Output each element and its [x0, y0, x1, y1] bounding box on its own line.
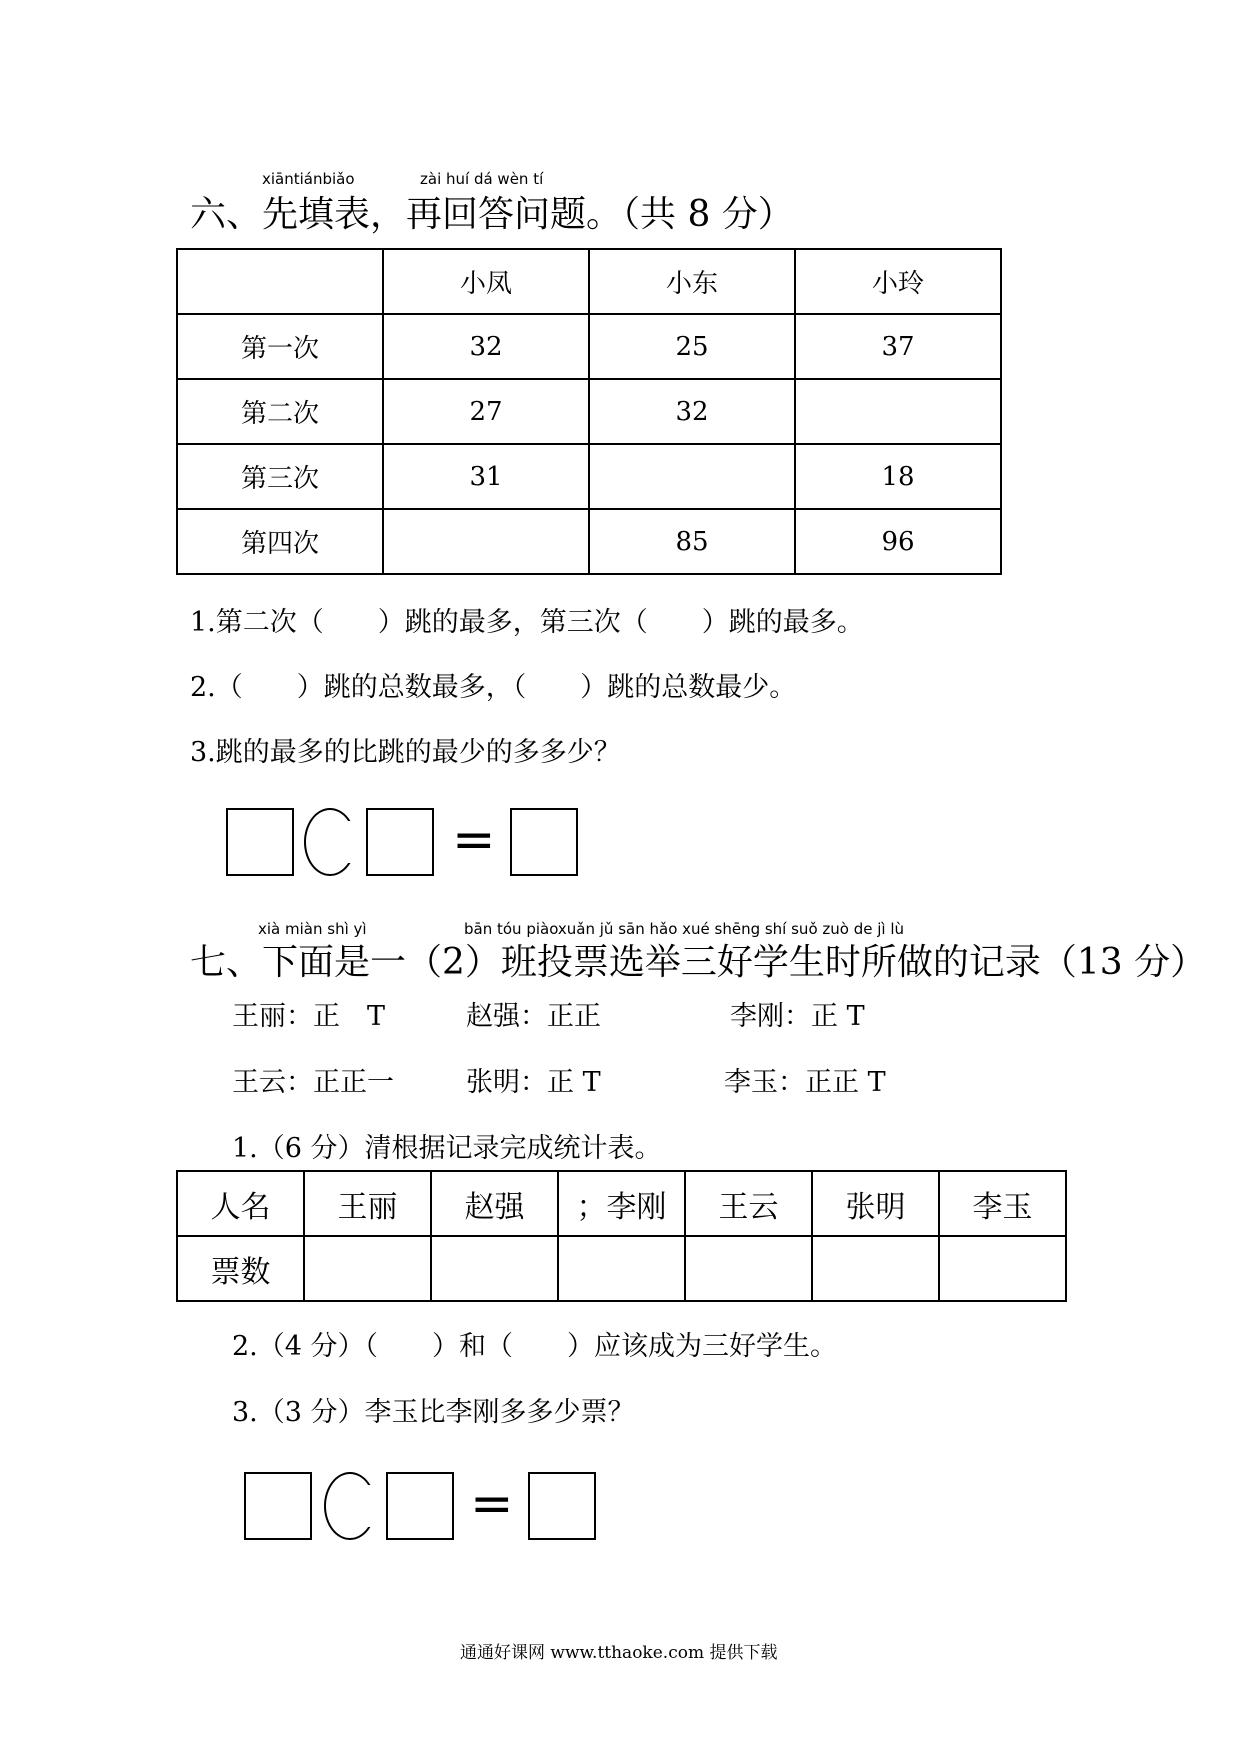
row-label: 第一次 [177, 314, 383, 379]
table-cell-blank[interactable] [589, 444, 795, 509]
question-7-3: 3.（3 分）李玉比李刚多多少票？ [232, 1397, 635, 1428]
tally-ligang: 李刚：正 T [730, 1001, 865, 1032]
header-ligang: ；李刚 [558, 1171, 685, 1236]
vote-cell-blank[interactable] [558, 1236, 685, 1301]
header-xiaoling: 小玲 [795, 249, 1001, 314]
table-cell: 31 [383, 444, 589, 509]
header-zhaoqiang: 赵强 [431, 1171, 558, 1236]
circle-gap [366, 1485, 380, 1527]
pinyin-title-part1: xiāntiánbiǎo [262, 170, 355, 188]
table-row [177, 314, 1001, 379]
header-xiaofeng: 小凤 [383, 249, 589, 314]
table-row [177, 509, 1001, 574]
pinyin-title-part2: bān tóu piàoxuǎn jǔ sān hǎo xué shēng shí suǒ zuò de jì lù [464, 920, 905, 938]
question-6-1: 1.第二次（ ）跳的最多，第三次（ ）跳的最多。 [190, 607, 864, 638]
tally-zhaoqiang: 赵强：正正 [466, 1001, 601, 1032]
question-7-1: 1.（6 分）清根据记录完成统计表。 [232, 1133, 662, 1164]
answer-box[interactable] [528, 1472, 596, 1540]
answer-box[interactable] [244, 1472, 312, 1540]
header-wangyun: 王云 [685, 1171, 812, 1236]
header-xiaodong: 小东 [589, 249, 795, 314]
answer-box[interactable] [366, 808, 434, 876]
question-6-3: 3.跳的最多的比跳的最少的多多少？ [190, 737, 621, 768]
table-cell-blank[interactable] [383, 509, 589, 574]
equals-sign: = [452, 810, 496, 870]
jump-rope-table [176, 248, 1002, 575]
pinyin-title-part1: xià miàn shì yì [258, 920, 367, 938]
pinyin-title-part2: zài huí dá wèn tí [420, 170, 544, 188]
header-wangli: 王丽 [304, 1171, 431, 1236]
tally-zhangming: 张明：正 T [466, 1067, 601, 1098]
row-label: 票数 [177, 1236, 304, 1301]
header-liyu: 李玉 [939, 1171, 1066, 1236]
question-7-2: 2.（4 分）（ ）和（ ）应该成为三好学生。 [232, 1331, 838, 1362]
table-cell-blank[interactable] [795, 379, 1001, 444]
section6-title: 六、先填表，再回答问题。（共 8 分） [190, 194, 794, 235]
table-cell: 32 [383, 314, 589, 379]
header-zhangming: 张明 [812, 1171, 939, 1236]
equals-sign: = [470, 1474, 514, 1534]
vote-count-table [176, 1170, 1067, 1302]
tally-liyu: 李玉：正正 T [724, 1067, 886, 1098]
row-label: 第三次 [177, 444, 383, 509]
row-label: 第二次 [177, 379, 383, 444]
table-corner-cell [177, 249, 383, 314]
table-row [177, 444, 1001, 509]
tally-wangyun: 王云：正正一 [232, 1067, 394, 1098]
table-cell: 85 [589, 509, 795, 574]
table-cell: 96 [795, 509, 1001, 574]
table-cell: 18 [795, 444, 1001, 509]
row-label: 第四次 [177, 509, 383, 574]
vote-cell-blank[interactable] [812, 1236, 939, 1301]
table-cell: 32 [589, 379, 795, 444]
circle-gap [346, 821, 360, 863]
section7-title: 七、下面是一（2）班投票选举三好学生时所做的记录（13 分） [190, 942, 1207, 983]
footer-credit: 通通好课网 www.tthaoke.com 提供下载 [460, 1643, 778, 1663]
table-cell: 25 [589, 314, 795, 379]
vote-cell-blank[interactable] [431, 1236, 558, 1301]
table-cell: 37 [795, 314, 1001, 379]
vote-cell-blank[interactable] [685, 1236, 812, 1301]
tally-wangli: 王丽：正 T [232, 1001, 386, 1032]
vote-cell-blank[interactable] [939, 1236, 1066, 1301]
answer-box[interactable] [226, 808, 294, 876]
table-row [177, 379, 1001, 444]
table-cell: 27 [383, 379, 589, 444]
question-6-2: 2.（ ）跳的总数最多，（ ）跳的总数最少。 [190, 672, 797, 703]
header-name: 人名 [177, 1171, 304, 1236]
answer-box[interactable] [386, 1472, 454, 1540]
table-row [177, 1236, 1066, 1301]
answer-box[interactable] [510, 808, 578, 876]
vote-cell-blank[interactable] [304, 1236, 431, 1301]
